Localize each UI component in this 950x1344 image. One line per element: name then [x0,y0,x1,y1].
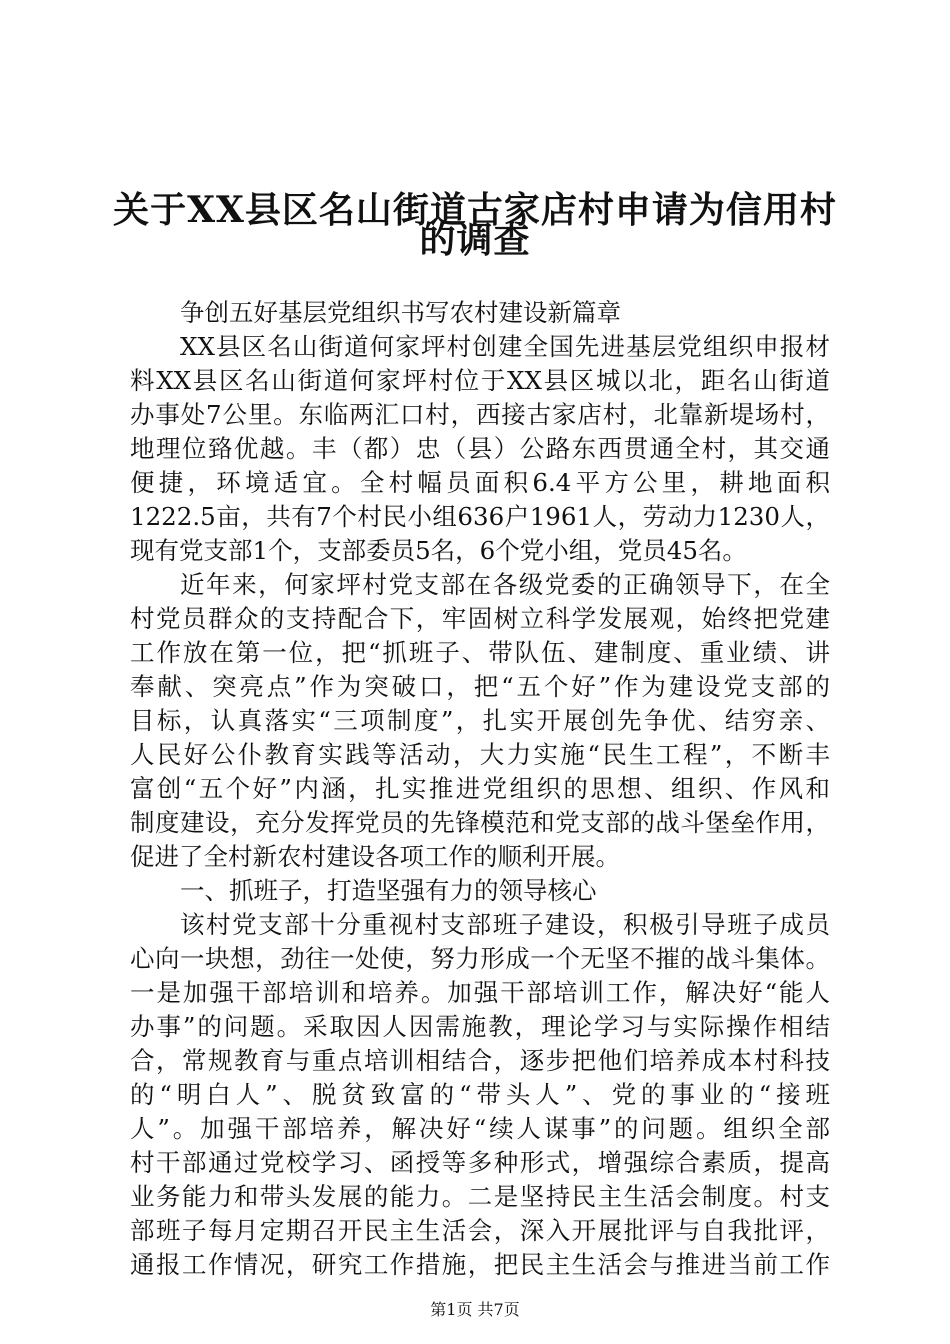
body-line: 料XX县区名山街道何家坪村位于XX县区城以北，距名山街道 [130,366,830,395]
body-line: 人”。加强干部培养，解决好“续人谋事”的问题。组织全部 [130,1114,830,1143]
body-line: 促进了全村新农村建设各项工作的顺利开展。 [130,842,620,871]
page-number-footer: 第1页 共7页 [430,1300,520,1319]
body-line: 制度建设，充分发挥党员的先锋模范和党支部的战斗堡垒作用， [130,808,830,837]
body-line: 心向一块想，劲往一处使，努力形成一个无坚不摧的战斗集体。 [130,944,830,973]
body-line: 的“明白人”、脱贫致富的“带头人”、党的事业的“接班 [130,1080,830,1109]
body-line: 便捷，环境适宜。全村幅员面积6.4平方公里，耕地面积 [130,468,830,497]
body-line: 一是加强干部培训和培养。加强干部培训工作，解决好“能人 [130,978,830,1007]
section-heading: 一、抓班子，打造坚强有力的领导核心 [180,876,597,905]
body-line: 办事”的问题。采取因人因需施教，理论学习与实际操作相结 [130,1012,830,1041]
body-line: 近年来，何家坪村党支部在各级党委的正确领导下，在全 [180,570,830,599]
body-line: 该村党支部十分重视村支部班子建设，积极引导班子成员 [180,910,830,939]
body-line: 通报工作情况，研究工作措施，把民主生活会与推进当前工作 [130,1250,830,1279]
body-line: XX县区名山街道何家坪村创建全国先进基层党组织申报材 [180,332,830,361]
body-line: 村干部通过党校学习、函授等多种形式，增强综合素质，提高 [130,1148,830,1177]
body-line: 地理位臵优越。丰（都）忠（县）公路东西贯通全村，其交通 [130,434,830,463]
body-line: 业务能力和带头发展的能力。二是坚持民主生活会制度。村支 [130,1182,830,1211]
body-line: 村党员群众的支持配合下，牢固树立科学发展观，始终把党建 [130,604,830,633]
body-line: 部班子每月定期召开民主生活会，深入开展批评与自我批评， [130,1216,830,1245]
document-title-line-2: 的调查 [419,219,531,261]
document-title-line-1: 关于XX县区名山街道古家店村申请为信用村 [113,189,837,231]
subtitle-line: 争创五好基层党组织书写农村建设新篇章 [180,298,621,327]
body-line: 1222.5亩，共有7个村民小组636户1961人，劳动力1230人， [130,502,830,531]
body-line: 目标，认真落实“三项制度”，扎实开展创先争优、结穷亲、 [130,706,830,735]
body-line: 人民好公仆教育实践等活动，大力实施“民生工程”，不断丰 [130,740,830,769]
body-line: 工作放在第一位，把“抓班子、带队伍、建制度、重业绩、讲 [130,638,830,667]
body-line: 合，常规教育与重点培训相结合，逐步把他们培养成本村科技 [130,1046,830,1075]
body-line: 奉献、突亮点”作为突破口，把“五个好”作为建设党支部的 [130,672,830,701]
body-line: 现有党支部1个，支部委员5名，6个党小组，党员45名。 [130,536,747,565]
body-line: 办事处7公里。东临两汇口村，西接古家店村，北靠新堤场村， [130,400,830,429]
body-line: 富创“五个好”内涵，扎实推进党组织的思想、组织、作风和 [130,774,830,803]
